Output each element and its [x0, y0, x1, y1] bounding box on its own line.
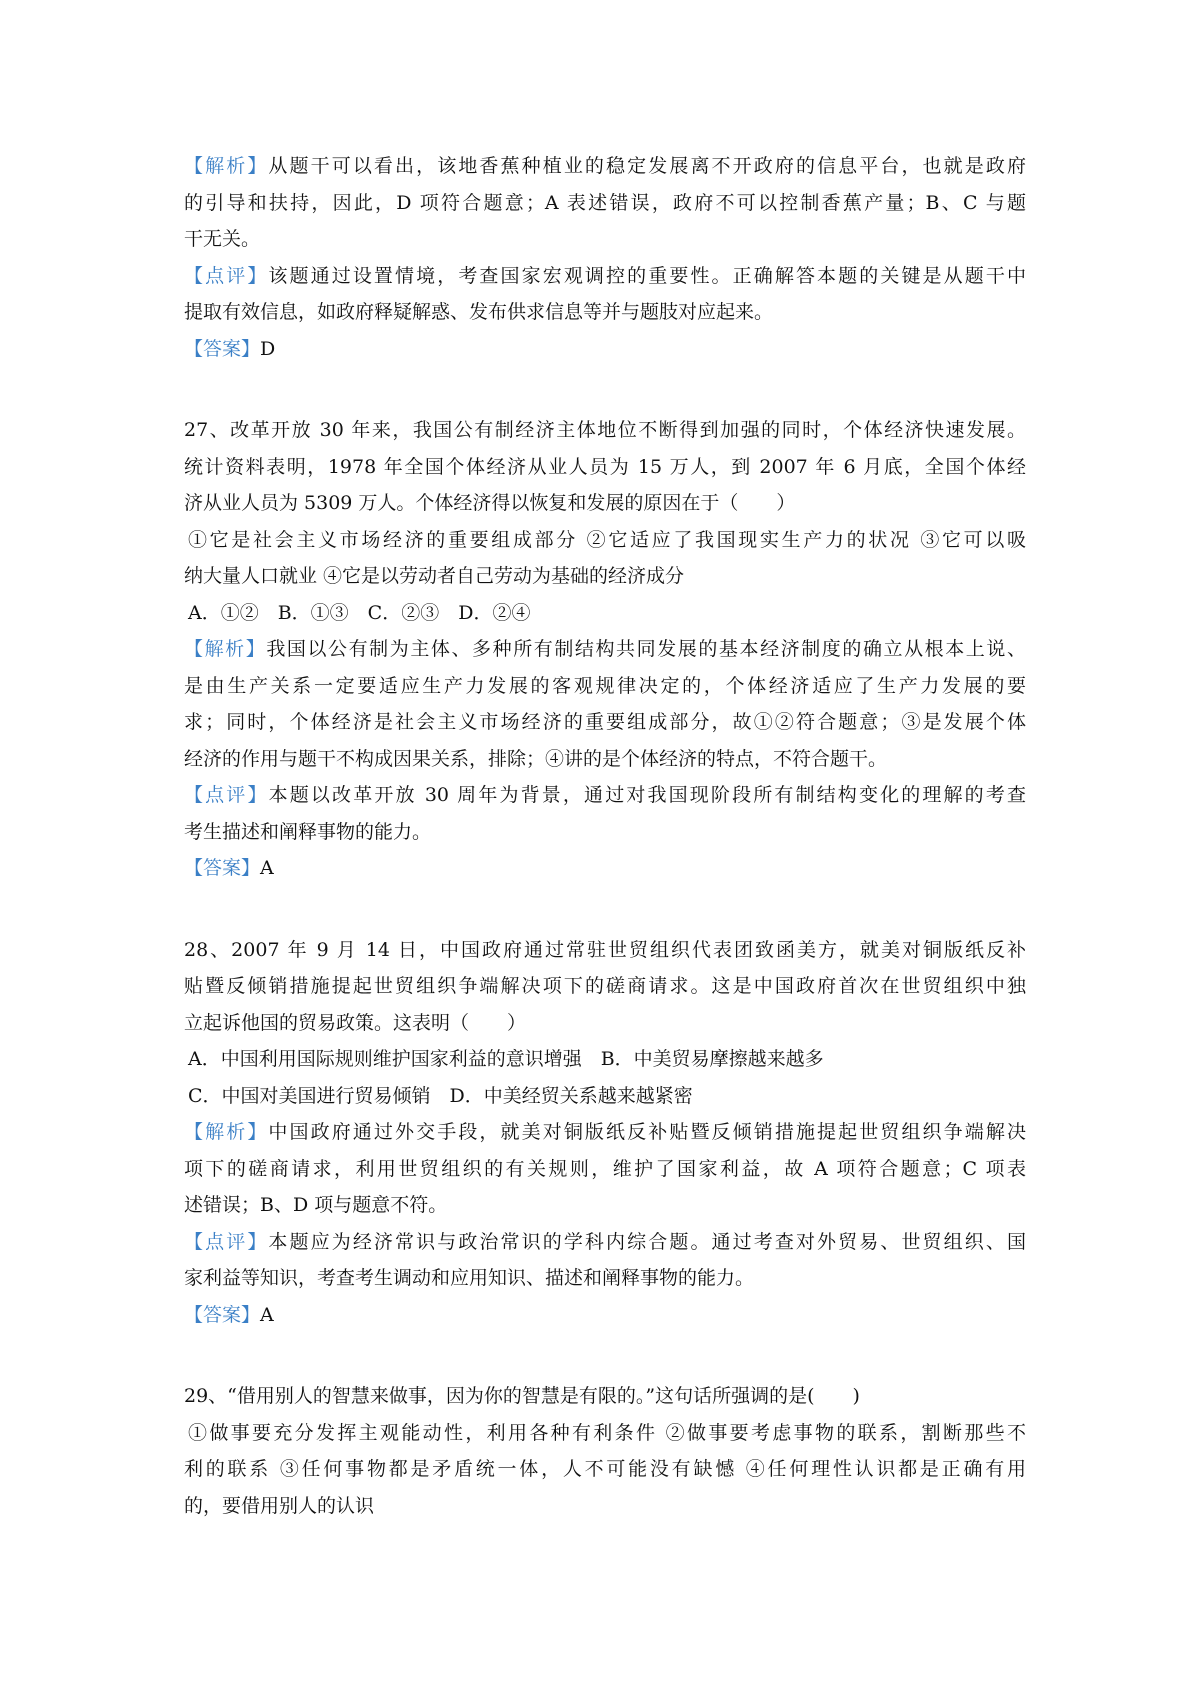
q28-dianping-line-2: 家利益等知识，考查考生调动和应用知识、描述和阐释事物的能力。: [184, 1267, 755, 1289]
q28-jiexi-line-3: 述错误；B、D 项与题意不符。: [184, 1194, 448, 1216]
q28-jiexi-line-2: 项下的磋商请求，利用世贸组织的有关规则，维护了国家利益，故 A 项符合题意；C 项表: [184, 1157, 1026, 1180]
q27-options: A．①② B．①③ C．②③ D．②④: [188, 601, 531, 624]
spacer: [184, 367, 1026, 412]
q27-jiexi-line-3: 求；同时，个体经济是社会主义市场经济的重要组成部分，故①②符合题意；③是发展个体: [184, 711, 1026, 733]
q27-jiexi-line-4: 经济的作用与题干不构成因果关系，排除；④讲的是个体经济的特点，不符合题干。: [184, 747, 888, 770]
q27-statement-line-2: 纳大量人口就业 ④它是以劳动者自己劳动为基础的经济成分: [184, 565, 685, 587]
q28-answer: [184, 1297, 1026, 1334]
q28-stem-line-2: 贴暨反倾销措施提起世贸组织争端解决项下的磋商请求。这是中国政府首次在世贸组织中独: [184, 975, 1026, 997]
jiexi-tag: 【解析】: [184, 638, 267, 660]
q29-statement-line-3: 的，要借用别人的认识: [184, 1494, 375, 1517]
spacer: [184, 887, 1026, 932]
q26-jiexi-line-2: 的引导和扶持，因此，D 项符合题意；A 表述错误，政府不可以控制香蕉产量；B、C 与题: [184, 191, 1026, 214]
q29-statement-line-1: ①做事要充分发挥主观能动性，利用各种有利条件 ②做事要考虑事物的联系，割断那些不: [188, 1421, 1026, 1444]
q27-dianping-line-2: 考生描述和阐释事物的能力。: [184, 820, 432, 843]
q27-stem-line-2: 统计资料表明，1978 年全国个体经济从业人员为 15 万人，到 2007 年 6 月底，全国个体经: [184, 455, 1026, 478]
q27-stem-line-1: 27、改革开放 30 年来，我国公有制经济主体地位不断得到加强的同时，个体经济快速发展。: [184, 419, 1026, 441]
q28-stem-line-3: 立起诉他国的贸易政策。这表明（ ）: [184, 1011, 527, 1034]
q26-jiexi-line-3: 干无关。: [184, 228, 261, 250]
q27-statement-line-1: ①它是社会主义市场经济的重要组成部分 ②它适应了我国现实生产力的状况 ③它可以吸: [188, 528, 1026, 551]
daan-tag: 【答案】: [184, 1303, 261, 1326]
q27-dianping-line-1: 【点评】本题以改革开放 30 周年为背景，通过对我国现阶段所有制结构变化的理解的考查: [184, 784, 1026, 806]
q28-stem-line-1: 28、2007 年 9 月 14 日，中国政府通过常驻世贸组织代表团致函美方，就美对铜版纸反补: [184, 938, 1026, 961]
daan-tag: 【答案】: [184, 337, 261, 360]
dianping-tag: 【点评】: [184, 1230, 269, 1253]
q26-answer: [184, 331, 1026, 368]
daan-tag: 【答案】: [184, 857, 261, 879]
q29-statement-line-2: 利的联系 ③任何事物都是矛盾统一体，人不可能没有缺憾 ④任何理性认识都是正确有用: [184, 1458, 1026, 1480]
q27-answer: [184, 850, 1026, 887]
q27-jiexi-line-2: 是由生产关系一定要适应生产力发展的客观规律决定的，个体经济适应了生产力发展的要: [184, 674, 1026, 697]
q26-dianping-line-1: 【点评】该题通过设置情境，考查国家宏观调控的重要性。正确解答本题的关键是从题干中: [184, 264, 1026, 287]
q26-answer-value: D: [260, 337, 276, 360]
jiexi-tag: 【解析】: [184, 1121, 269, 1143]
q28-answer-value: A: [260, 1303, 274, 1326]
q27-answer-value: A: [260, 857, 274, 879]
q26-dianping-line-2: 提取有效信息，如政府释疑解惑、发布供求信息等并与题肢对应起来。: [184, 301, 774, 323]
dianping-tag: 【点评】: [184, 784, 269, 806]
dianping-tag: 【点评】: [184, 264, 269, 287]
q26-jiexi-line-1: 【解析】从题干可以看出，该地香蕉种植业的稳定发展离不开政府的信息平台，也就是政府: [184, 155, 1026, 177]
q27-stem-line-3: 济从业人员为 5309 万人。个体经济得以恢复和发展的原因在于（ ）: [184, 492, 796, 514]
page-content: [184, 148, 1026, 1524]
spacer: [184, 1333, 1026, 1378]
q28-jiexi-line-1: 【解析】中国政府通过外交手段，就美对铜版纸反补贴暨反倾销措施提起世贸组织争端解决: [184, 1121, 1026, 1143]
jiexi-tag: 【解析】: [184, 155, 269, 177]
q28-options-line-2: C．中国对美国进行贸易倾销 D．中美经贸关系越来越紧密: [188, 1084, 693, 1107]
q29-stem-line-1: 29、“借用别人的智慧来做事，因为你的智慧是有限的。”这句话所强调的是( ): [184, 1385, 860, 1407]
q28-options-line-1: A．中国利用国际规则维护国家利益的意识增强 B．中美贸易摩擦越来越多: [188, 1048, 824, 1070]
q27-jiexi-line-1: 【解析】我国以公有制为主体、多种所有制结构共同发展的基本经济制度的确立从根本上说、: [184, 638, 1026, 660]
q28-dianping-line-1: 【点评】本题应为经济常识与政治常识的学科内综合题。通过考查对外贸易、世贸组织、国: [184, 1230, 1026, 1253]
